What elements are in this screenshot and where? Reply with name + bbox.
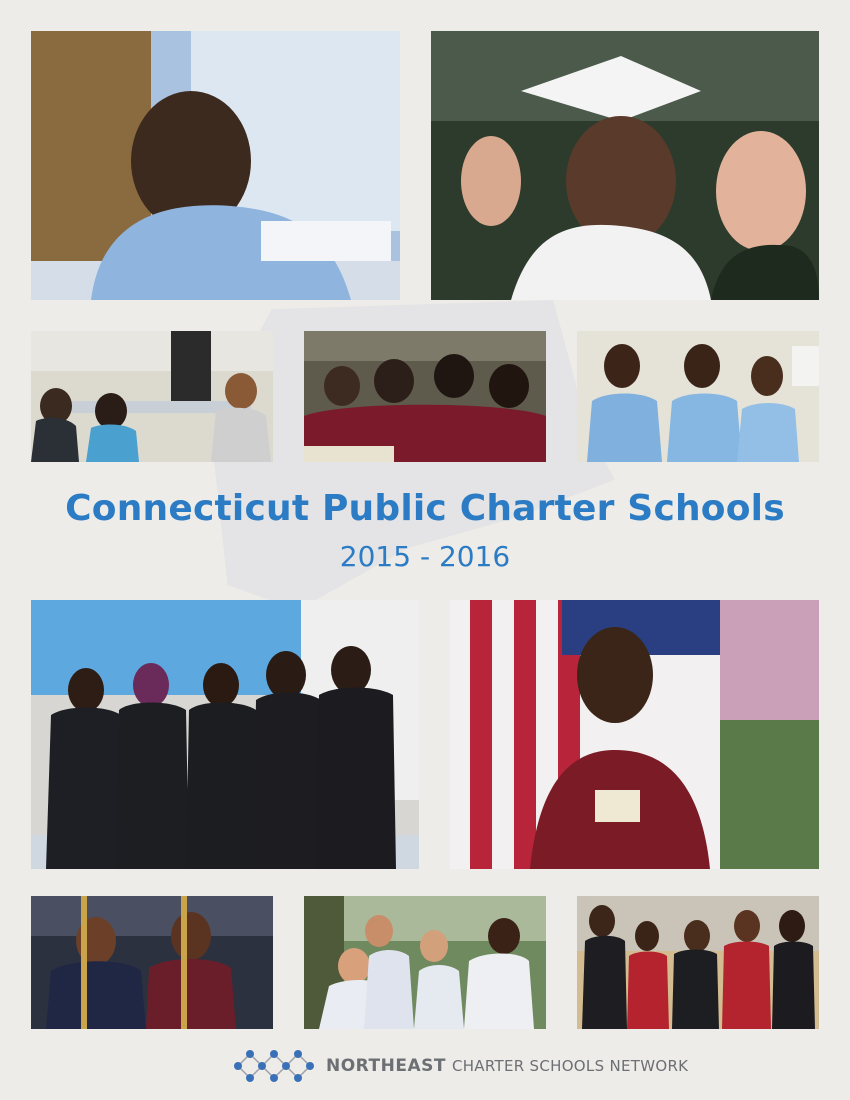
photo-girls-outdoors (304, 896, 546, 1029)
footer-brand-rest: CHARTER SCHOOLS NETWORK (451, 1057, 689, 1075)
photo-three-students-uniforms (577, 331, 819, 462)
page-subtitle: 2015 - 2016 (339, 540, 511, 573)
photo-student-with-flag (450, 600, 819, 869)
footer-brand-bold: NORTHEAST (326, 1056, 446, 1076)
photo-graduation (431, 31, 819, 300)
photo-trombone-students (31, 896, 273, 1029)
photo-students-gym (577, 896, 819, 1029)
photo-classroom-kids (31, 331, 273, 462)
footer-logo (232, 1046, 688, 1086)
photo-boy-writing (31, 31, 400, 300)
page-title: Connecticut Public Charter Schools (65, 488, 785, 529)
photo-students-at-table (304, 331, 546, 462)
photo-students-cardigans (31, 600, 419, 869)
network-logo-icon (232, 1048, 318, 1084)
